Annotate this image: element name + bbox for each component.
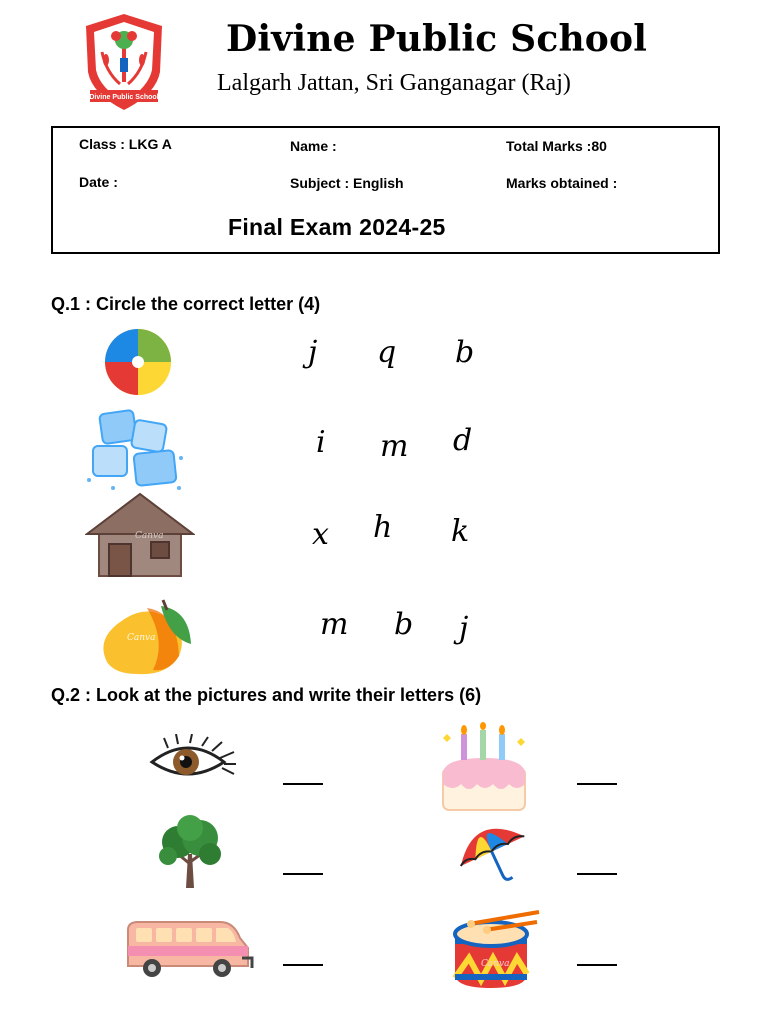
- date-label: Date :: [79, 174, 118, 190]
- q1-row3-option-3[interactable]: k: [451, 514, 470, 549]
- drum-watermark: Canva: [481, 959, 510, 969]
- exam-title: Final Exam 2024-25: [228, 214, 446, 240]
- hut-picture: [85, 490, 195, 580]
- ice-cubes-picture: [83, 408, 187, 494]
- mango-picture: [103, 600, 191, 674]
- q1-row2-option-3[interactable]: d: [453, 423, 473, 458]
- q2-blank-cake[interactable]: [577, 783, 617, 785]
- q2-blank-eye[interactable]: [283, 783, 323, 785]
- hut-watermark: Canva: [135, 531, 164, 541]
- school-logo: [76, 12, 172, 112]
- q1-row1-option-1[interactable]: j: [308, 335, 318, 370]
- q1-row3-option-2[interactable]: h: [373, 510, 393, 545]
- exam-info-box: [51, 126, 720, 254]
- drum-picture: [455, 912, 539, 988]
- mango-watermark: Canva: [127, 633, 156, 643]
- q2-blank-tree[interactable]: [283, 873, 323, 875]
- umbrella-picture: [450, 812, 532, 886]
- school-name: Divine Public School: [226, 18, 648, 60]
- question-1-title: Q.1 : Circle the correct letter (4): [51, 294, 321, 314]
- q2-blank-umbrella[interactable]: [577, 873, 617, 875]
- cake-picture: [439, 722, 529, 814]
- q1-row3-option-1[interactable]: x: [312, 517, 329, 552]
- q1-row4-option-1[interactable]: m: [320, 607, 349, 642]
- q1-row4-option-2[interactable]: b: [394, 607, 414, 642]
- van-picture: [124, 918, 254, 980]
- q1-row4-option-3[interactable]: j: [459, 611, 469, 646]
- q1-row1-option-2[interactable]: q: [377, 335, 397, 370]
- school-address: Lalgarh Jattan, Sri Ganganagar (Raj): [217, 70, 571, 96]
- question-2-title: Q.2 : Look at the pictures and write their letters (6): [51, 685, 482, 705]
- class-label: Class : LKG A: [79, 136, 172, 152]
- marks-obtained-label: Marks obtained :: [506, 175, 618, 191]
- subject-label: Subject : English: [290, 175, 404, 191]
- logo-caption: Divine Public School: [89, 94, 159, 101]
- eye-picture: [148, 734, 238, 786]
- q1-row2-option-1[interactable]: i: [316, 425, 326, 460]
- name-label: Name :: [290, 138, 337, 154]
- tree-picture: [156, 814, 226, 890]
- q2-blank-van[interactable]: [283, 964, 323, 966]
- q2-blank-drum[interactable]: [577, 964, 617, 966]
- q1-row2-option-2[interactable]: m: [380, 429, 409, 464]
- total-marks-label: Total Marks :80: [506, 138, 607, 154]
- beach-ball-picture: [101, 327, 175, 397]
- q1-row1-option-3[interactable]: b: [455, 335, 475, 370]
